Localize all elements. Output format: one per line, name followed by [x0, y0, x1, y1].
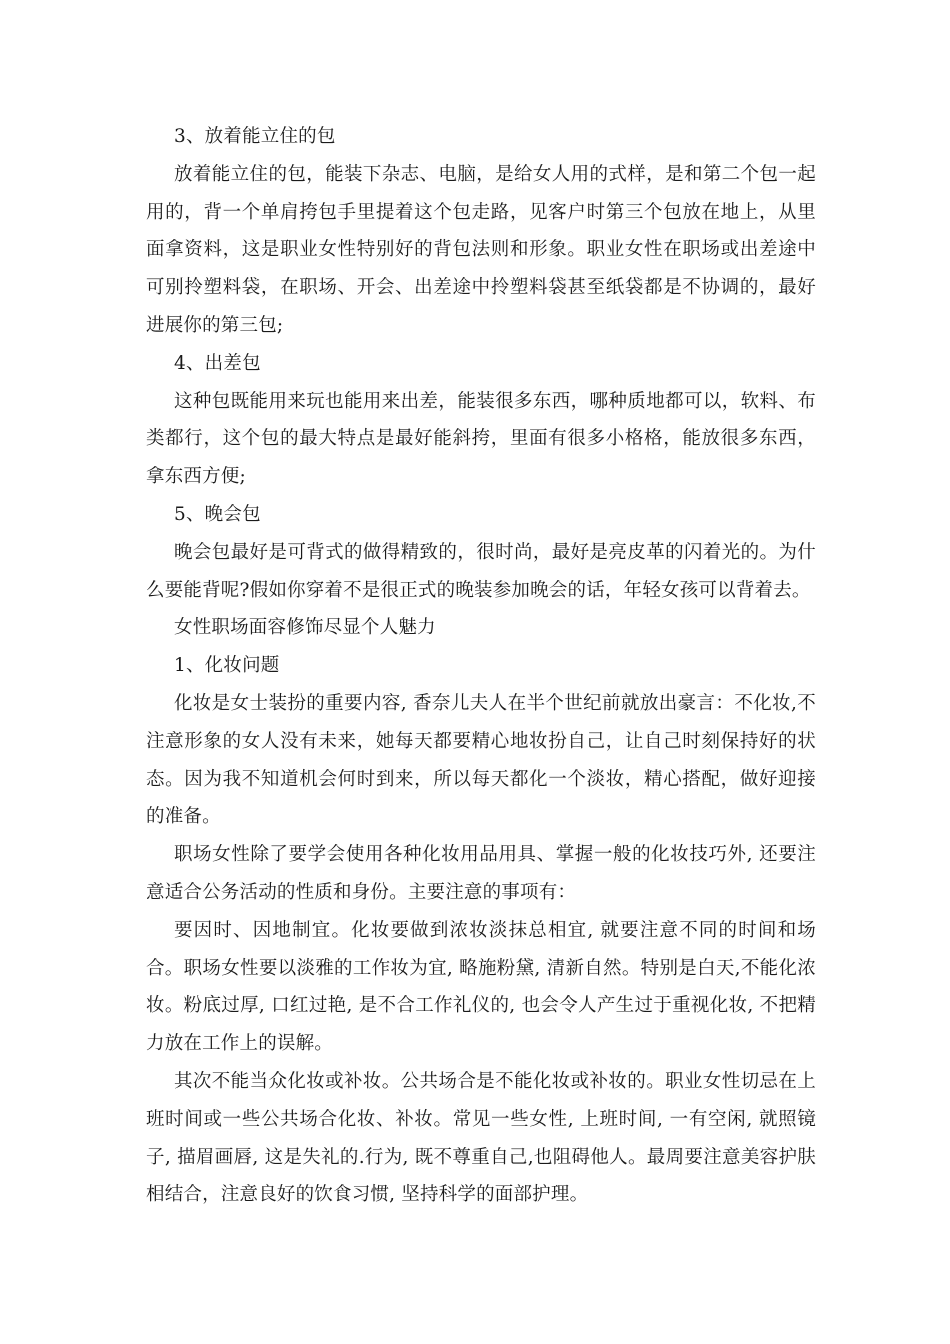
section-heading-office-bag: 3、放着能立住的包 [174, 126, 336, 147]
paragraph-makeup-intro: 化妆是女士装扮的重要内容, 香奈儿夫人在半个世纪前就放出豪言：不化妆,不注意形象的女人没有未来，她每天都要精心地妆扮自己，让自己时刻保持好的状态。因为我不知道机会何时到来，所以每天都化一个淡妆，精心搭配，做好迎接的准备。 [146, 692, 816, 828]
section-heading-travel-bag: 4、出差包 [174, 352, 261, 374]
section-heading-makeup-issue: 1、化妆问题 [174, 655, 280, 677]
document-body [146, 118, 816, 1214]
section-title-makeup: 女性职场面容修饰尽显个人魅力 [174, 617, 436, 639]
paragraph-makeup-occasion: 要因时、因地制宜。化妆要做到浓妆淡抹总相宜, 就要注意不同的时间和场合。职场女性要以淡雅的工作妆为宜, 略施粉黛, 清新自然。特别是白天,不能化浓妆。粉底过厚, 口红过艳, 是不合工作礼仪的, 也会令人产生过于重视化妆, 不把精力放在工作上的误解。 [146, 919, 816, 1055]
paragraph-evening-bag: 晚会包最好是可背式的做得精致的，很时尚，最好是亮皮革的闪着光的。为什么要能背呢?假如你穿着不是很正式的晚装参加晚会的话，年轻女孩可以背着去。 [146, 541, 816, 601]
paragraph-travel-bag: 这种包既能用来玩也能用来出差，能装很多东西，哪种质地都可以，软料、布类都行，这个包的最大特点是最好能斜挎，里面有很多小格格，能放很多东西，拿东西方便; [146, 390, 816, 488]
section-heading-evening-bag: 5、晚会包 [174, 503, 261, 525]
paragraph-office-bag: 放着能立住的包，能装下杂志、电脑，是给女人用的式样，是和第二个包一起用的，背一个单肩挎包手里提着这个包走路，见客户时第三个包放在地上，从里面拿资料，这是职业女性特别好的背包法则和形象。职业女性在职场或出差途中可别拎塑料袋，在职场、开会、出差途中拎塑料袋甚至纸袋都是不协调的，最好进展你的第三包; [146, 163, 816, 336]
paragraph-makeup-public: 其次不能当众化妆或补妆。公共场合是不能化妆或补妆的。职业女性切忌在上班时间或一些公共场合化妆、补妆。常见一些女性, 上班时间, 一有空闲, 就照镜子, 描眉画唇, 这是失礼的.行为, 既不尊重自己,也阻碍他人。最周要注意美容护肤相结合，注意良好的饮食习惯, 坚持科学的面部护理。 [146, 1070, 816, 1206]
paragraph-makeup-skills: 职场女性除了要学会使用各种化妆用品用具、掌握一般的化妆技巧外, 还要注意适合公务活动的性质和身份。主要注意的事项有： [146, 844, 816, 903]
